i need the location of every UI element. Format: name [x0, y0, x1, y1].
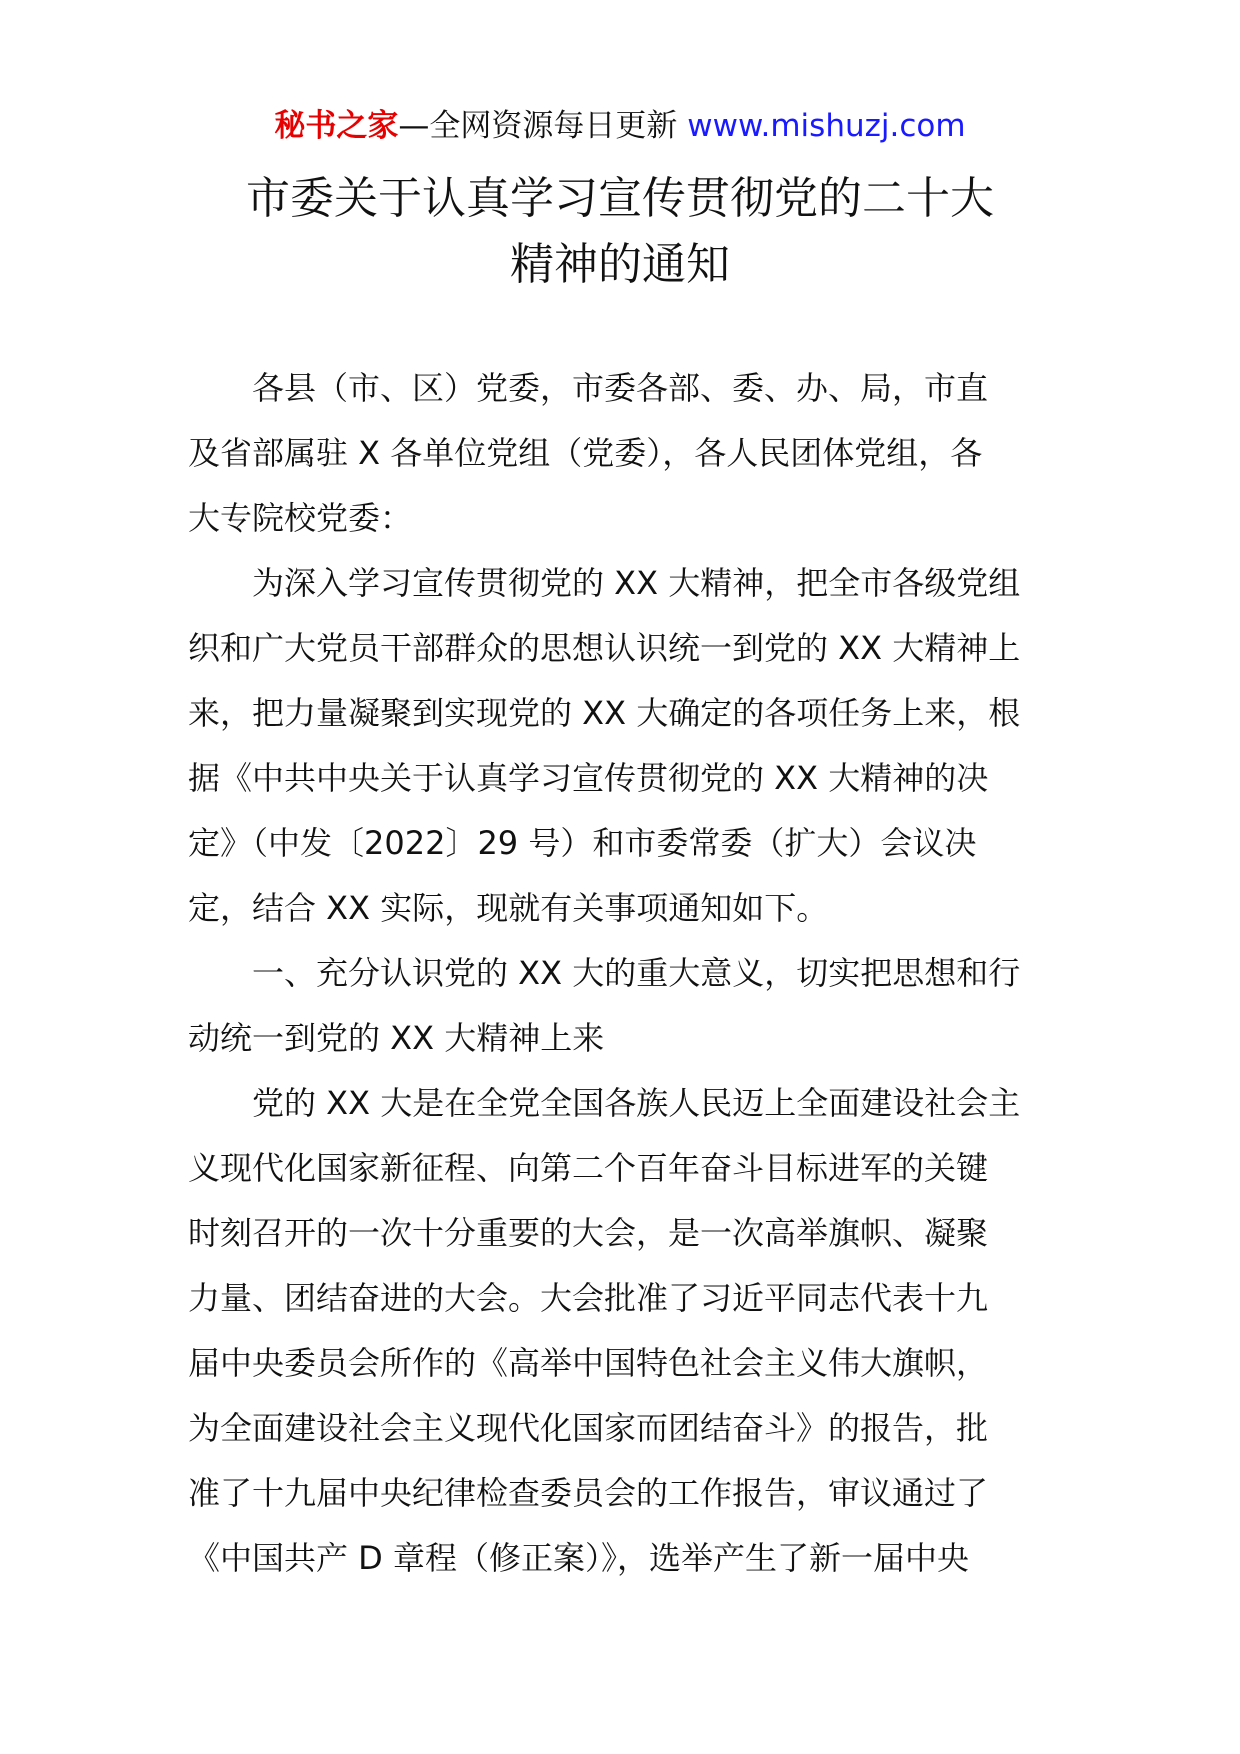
brand-name: 秘书之家: [274, 108, 399, 144]
text-line: 定》（中发〔2022〕29 号）和市委常委（扩大）会议决: [188, 824, 977, 862]
text-line: 党的 XX 大是在全党全国各族人民迈上全面建设社会主: [252, 1084, 1021, 1122]
text-line: 及省部属驻 X 各单位党组（党委），各人民团体党组，各: [188, 434, 983, 472]
site-url-link[interactable]: www.mishuzj.com: [687, 108, 966, 144]
text-line: 届中央委员会所作的《高举中国特色社会主义伟大旗帜，: [188, 1344, 989, 1382]
body-paragraph: [188, 1071, 1054, 1591]
text-line: 动统一到党的 XX 大精神上来: [188, 1019, 605, 1057]
text-line: 时刻召开的一次十分重要的大会，是一次高举旗帜、凝聚: [188, 1214, 989, 1252]
salutation-paragraph: [188, 356, 1054, 551]
header-tagline: —全网资源每日更新: [398, 108, 688, 144]
site-header: [0, 104, 1240, 148]
text-line: 力量、团结奋进的大会。大会批准了习近平同志代表十九: [188, 1279, 989, 1317]
text-line: 织和广大党员干部群众的思想认识统一到党的 XX 大精神上: [188, 629, 1021, 667]
document-title: [0, 166, 1240, 298]
title-line-1: 市委关于认真学习宣传贯彻党的二十大: [246, 173, 994, 224]
text-line: 为全面建设社会主义现代化国家而团结奋斗》的报告，批: [188, 1409, 989, 1447]
text-line: 各县（市、区）党委，市委各部、委、办、局，市直: [252, 369, 989, 407]
text-line: 义现代化国家新征程、向第二个百年奋斗目标进军的关键: [188, 1149, 989, 1187]
section-heading: [188, 941, 1054, 1071]
text-line: 《中国共产 D 章程（修正案）》，选举产生了新一届中央: [188, 1539, 969, 1577]
text-line: 据《中共中央关于认真学习宣传贯彻党的 XX 大精神的决: [188, 759, 989, 797]
intro-paragraph: [188, 551, 1054, 941]
title-line-2: 精神的通知: [510, 239, 730, 290]
text-line: 为深入学习宣传贯彻党的 XX 大精神，把全市各级党组: [252, 564, 1021, 602]
text-line: 大专院校党委：: [188, 499, 413, 537]
document-body: [188, 356, 1054, 1591]
text-line: 准了十九届中央纪律检查委员会的工作报告，审议通过了: [188, 1474, 989, 1512]
text-line: 一、充分认识党的 XX 大的重大意义，切实把思想和行: [252, 954, 1021, 992]
text-line: 来，把力量凝聚到实现党的 XX 大确定的各项任务上来，根: [188, 694, 1021, 732]
text-line: 定，结合 XX 实际，现就有关事项通知如下。: [188, 889, 829, 927]
